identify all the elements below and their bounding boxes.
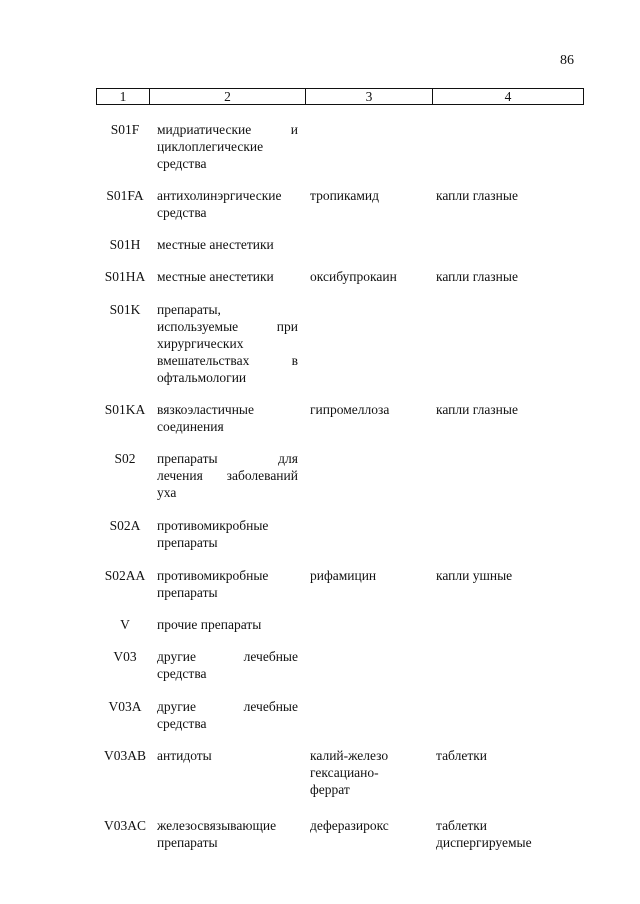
atc-code: S02AA <box>104 568 146 583</box>
description-line: вязкоэластичные <box>157 402 254 417</box>
drug-name <box>310 817 428 834</box>
group-description <box>157 301 298 386</box>
atc-code: S02 <box>114 451 136 466</box>
column-header-4: 4 <box>433 89 584 105</box>
dosage-form-line: таблетки <box>436 748 488 763</box>
drug-name-line: гипромеллоза <box>310 402 390 417</box>
atc-code: V03AC <box>103 818 146 833</box>
drug-name <box>310 268 428 285</box>
drug-name <box>310 401 428 418</box>
group-description <box>157 616 298 633</box>
description-line: другие лечебные <box>157 649 298 664</box>
description-line: противомикробные <box>157 568 269 583</box>
dosage-form-line: капли глазные <box>436 402 518 417</box>
group-description <box>157 747 298 764</box>
description-line: антихолинэргические <box>157 188 282 203</box>
atc-code: S01K <box>109 302 141 317</box>
drug-name <box>310 187 428 204</box>
group-description <box>157 401 298 435</box>
description-line: местные анестетики <box>157 269 274 284</box>
dosage-form <box>436 817 586 851</box>
column-header-3: 3 <box>306 89 433 105</box>
drug-name-line: гексациано- <box>310 765 379 780</box>
group-description <box>157 236 298 253</box>
description-line: прочие препараты <box>157 617 262 632</box>
group-description <box>157 268 298 285</box>
description-line: уха <box>157 485 177 500</box>
column-header-table <box>96 88 584 105</box>
atc-code: S01F <box>110 122 140 137</box>
dosage-form-line: таблетки <box>436 818 488 833</box>
page-number: 86 <box>560 53 574 68</box>
group-description <box>157 648 298 682</box>
atc-code: S01FA <box>106 188 144 203</box>
dosage-form-line: диспергируемые <box>436 835 532 850</box>
group-description <box>157 187 298 221</box>
dosage-form <box>436 268 586 285</box>
atc-code: V03AB <box>103 748 146 763</box>
group-description <box>157 121 298 172</box>
atc-code: V03A <box>108 699 142 714</box>
column-header-row <box>97 89 584 105</box>
drug-name <box>310 747 428 798</box>
description-line: используемые при <box>157 319 298 334</box>
atc-code: S01H <box>109 237 141 252</box>
description-line: лечения заболеваний <box>157 468 298 483</box>
description-line: хирургических <box>157 336 244 351</box>
description-line: препараты <box>157 535 218 550</box>
description-line: противомикробные <box>157 518 269 533</box>
atc-code: S02A <box>109 518 141 533</box>
description-line: средства <box>157 156 207 171</box>
drug-name-line: оксибупрокаин <box>310 269 397 284</box>
description-line: препараты, <box>157 302 221 317</box>
group-description <box>157 450 298 501</box>
description-line: офтальмологии <box>157 370 247 385</box>
description-line: средства <box>157 666 207 681</box>
description-line: мидриатические и <box>157 122 298 137</box>
drug-name-line: рифамицин <box>310 568 377 583</box>
dosage-form-line: капли ушные <box>436 568 513 583</box>
atc-code: V <box>120 617 130 632</box>
group-description <box>157 817 298 851</box>
group-description <box>157 698 298 732</box>
atc-code: S01HA <box>104 269 146 284</box>
dosage-form-line: капли глазные <box>436 188 518 203</box>
description-line: железосвязывающие <box>157 818 277 833</box>
dosage-form <box>436 187 586 204</box>
column-header-2: 2 <box>150 89 306 105</box>
drug-name-line: деферазирокс <box>310 818 389 833</box>
atc-code: V03 <box>113 649 137 664</box>
column-header-1: 1 <box>97 89 150 105</box>
description-line: соединения <box>157 419 224 434</box>
drug-name <box>310 567 428 584</box>
description-line: средства <box>157 716 207 731</box>
drug-name-line: тропикамид <box>310 188 379 203</box>
atc-code: S01KA <box>104 402 146 417</box>
description-line: препараты <box>157 835 218 850</box>
description-line: вмешательствах в <box>157 353 298 368</box>
dosage-form <box>436 567 586 584</box>
dosage-form <box>436 747 586 764</box>
drug-name-line: феррат <box>310 782 350 797</box>
group-description <box>157 517 298 551</box>
dosage-form <box>436 401 586 418</box>
description-line: средства <box>157 205 207 220</box>
description-line: другие лечебные <box>157 699 298 714</box>
description-line: антидоты <box>157 748 212 763</box>
description-line: препараты <box>157 585 218 600</box>
description-line: препараты для <box>157 451 298 466</box>
description-line: циклоплегические <box>157 139 264 154</box>
description-line: местные анестетики <box>157 237 274 252</box>
group-description <box>157 567 298 601</box>
dosage-form-line: капли глазные <box>436 269 518 284</box>
drug-name-line: калий-железо <box>310 748 389 763</box>
